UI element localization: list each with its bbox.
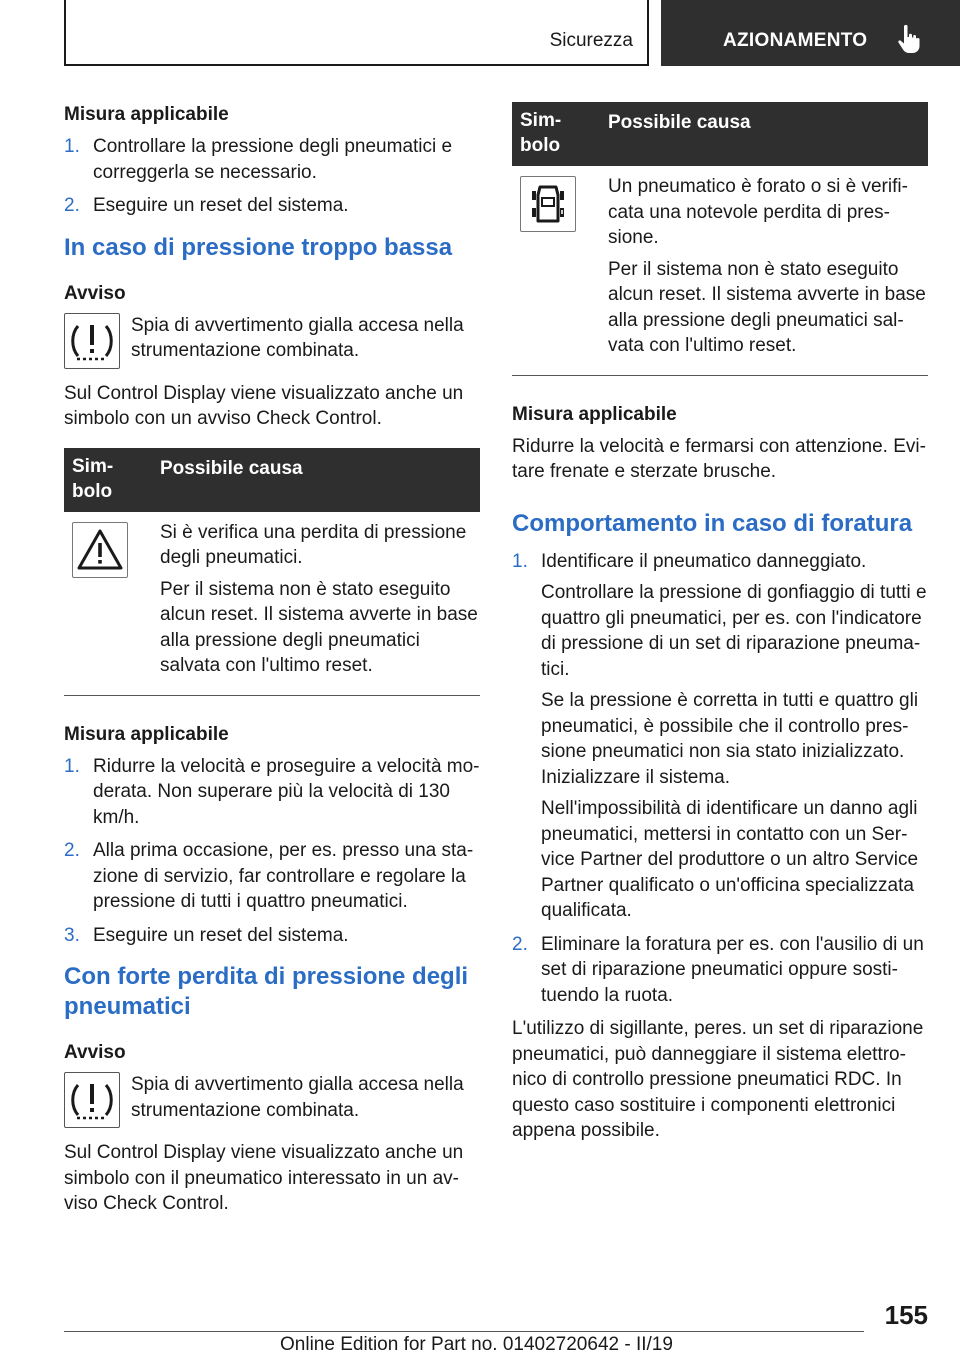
table-col-symbol: Sim- bolo [72,455,114,502]
warning-text: Spia di avvertimento gialla accesa nella strumentazione combinata. [131,314,464,361]
heading-strong-loss: Con forte perdita di pressione degli pneumatici [64,963,469,1020]
symbol-table-2 [512,102,928,376]
heading-low-pressure: In caso di pressione troppo bassa [64,233,453,261]
avviso-label: Avviso [64,1042,126,1063]
cause-text: Un pneumatico è forato o si è verifi-cata una notevole perdita di pres-sione. [608,176,908,248]
display-text: Sul Control Display viene visualizzato anche un simbolo con il pneumatico interessato in un av-viso Check Control. [64,1142,464,1214]
misura-block-1 [64,102,480,219]
table-col-cause: Possibile causa [160,457,303,479]
table-cell-cause [608,166,928,375]
list-item [64,134,480,185]
misura-title-2: Misura applicabile [64,723,229,745]
step-text: Eseguire un reset del sistema. [93,924,349,946]
misura-steps-1 [64,134,480,219]
header-chapter-tab [661,0,960,66]
warning-text: Spia di avvertimento gialla accesa nella strumentazione combinata. [131,1074,464,1121]
step-number: 1. [64,755,80,777]
table-col-cause: Possibile causa [608,112,751,133]
right-column [512,102,928,1144]
misura-title-1: Misura applicabile [64,104,229,125]
list-item [512,932,928,1009]
misura-title-3: Misura applicabile [512,403,677,425]
table-header [512,102,928,166]
step-text: Alla prima occasione, per es. presso una sta-zione di servizio, far controllare e regolare la pressione di tutti i quattro pneumatici. [93,840,474,912]
step-subtext: Nell'impossibilità di identificare un danno agli pneumatici, mettersi in contatto con un Ser-vice Partner del produttore o un altro Service Partner qualificato o un'officina specializzata qualificata. [541,798,919,921]
page-number: 155 [884,1300,928,1330]
misura-steps-2 [64,754,480,949]
step-text: Eliminare la foratura per es. con l'ausilio di un set di riparazione pneumatici oppure sosti-tuendo la ruota. [541,933,924,1006]
closing-text: L'utilizzo di sigillante, peres. un set di riparazione pneumatici, può danneggiare il sistema elettro-nico di controllo pressione pneumatici RDC. In questo caso sostituire i componenti elettronici appena possibile. [512,1018,924,1141]
table-row [512,166,928,376]
list-item [64,923,480,949]
step-number: 2. [64,840,80,861]
cause-text: Per il sistema non è stato eseguito alcun reset. Il sistema avverte in base alla pressione degli pneumatici salvata con l'ultimo reset. [160,578,478,676]
step-number: 3. [64,924,80,946]
step-number: 2. [64,195,80,216]
header-chapter-title: AZIONAMENTO [723,30,868,51]
step-number: 1. [512,550,528,572]
step-text: Controllare la pressione degli pneumatici e correggerla se necessario. [93,136,453,183]
step-number: 1. [64,136,80,157]
table-col-symbol: Sim- bolo [520,110,562,156]
step-text: Eseguire un reset del sistema. [93,195,349,216]
cause-text: Per il sistema non è stato eseguito alcun reset. Il sistema avverte in base alla pressione degli pneumatici sal-vata con l'ultimo reset. [608,258,926,356]
list-item [64,838,480,915]
table-header [64,448,480,512]
warning-triangle-icon [72,522,128,578]
list-item [64,754,480,831]
car-tire-warning-icon [520,176,576,232]
step-subtext: Se la pressione è corretta in tutti e quattro gli pneumatici, è possibile che il controllo pres-sione pneumatici non sia stato inizializzato. Inizializzare il sistema. [541,690,919,788]
step-number: 2. [512,933,528,955]
heading-puncture: Comportamento in caso di foratura [512,509,913,537]
table-cell-cause [160,512,480,695]
puncture-steps [512,549,928,1009]
tire-pressure-warning-icon [64,313,120,369]
header-section-title: Sicurezza [549,30,633,51]
list-item [512,549,928,924]
avviso-label: Avviso [64,282,126,304]
header-section-box [64,0,649,66]
left-column [64,102,480,1217]
symbol-table-1 [64,448,480,696]
table-row [64,512,480,696]
cause-text: Si è verifica una perdita di pressione degli pneumatici. [160,521,467,568]
step-subtext: Controllare la pressione di gonfiaggio di tutti e quattro gli pneumatici, per es. con l'indicatore di pressione di un set di riparazione pneuma-tici. [541,582,927,680]
footer-divider [64,1331,864,1332]
step-text: Identificare il pneumatico danneggiato. [541,550,867,572]
footer-edition: Online Edition for Part no. 01402720642 - II/19 [280,1334,673,1355]
display-text: Sul Control Display viene visualizzato anche un simbolo con un avviso Check Control. [64,382,464,429]
pointing-hand-icon [896,24,922,54]
misura-text-3: Ridurre la velocità e fermarsi con attenzione. Evi-tare frenate e sterzate brusche. [512,435,926,482]
warning-row [64,1072,480,1132]
list-item [64,193,480,219]
step-text: Ridurre la velocità e proseguire a velocità mo-derata. Non superare più la velocità di 130 km/h. [93,755,480,828]
misura-block-3 [512,402,928,485]
tire-pressure-warning-icon [64,1072,120,1128]
misura-block-2 [64,722,480,949]
warning-row [64,313,480,373]
